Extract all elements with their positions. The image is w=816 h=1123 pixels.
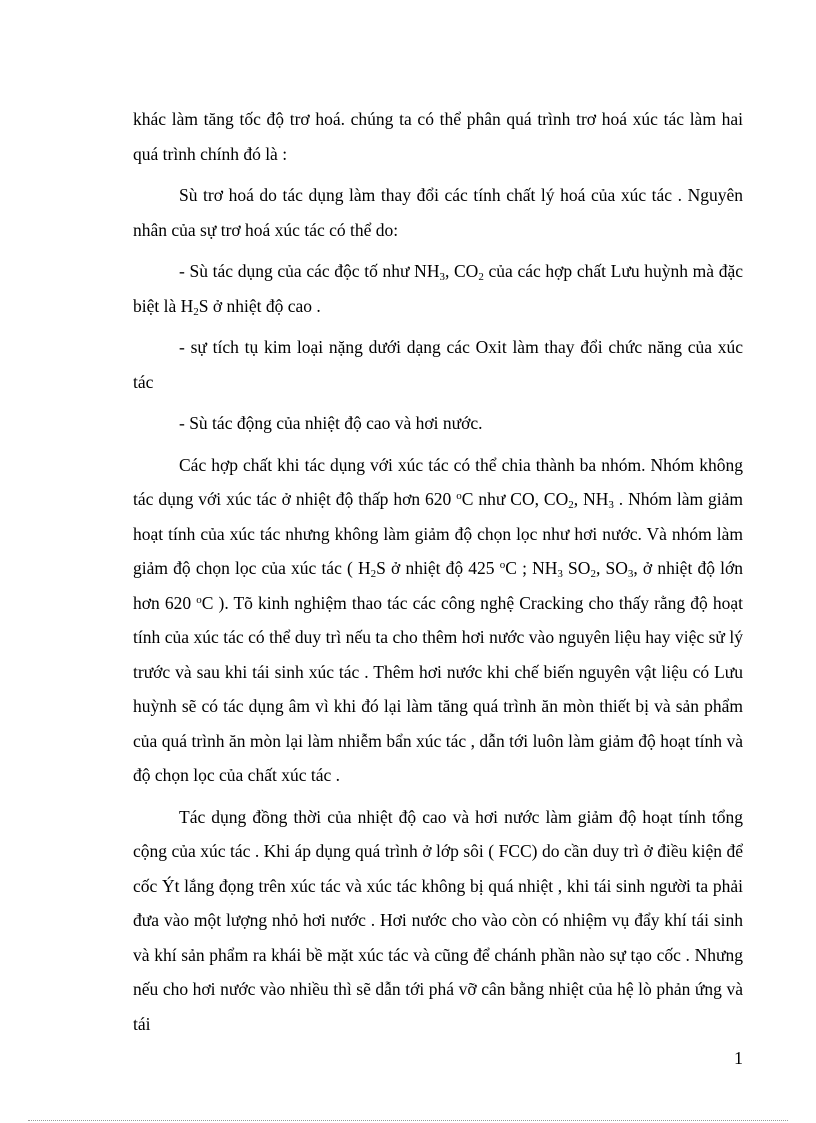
text-run: khác làm tăng tốc độ trơ hoá. chúng ta có thể phân quá trình trơ hoá xúc tác làm hai quá trình chính đó là :: [133, 109, 743, 164]
text-run: Tác dụng đồng thời của nhiệt độ cao và hơi nước làm giảm độ hoạt tính tổng cộng của xúc tác . Khi áp dụng quá trình ở lớp sôi ( FCC) do cần duy trì ở điều kiện để cốc Ýt lắng đọng trên xúc tác và xúc tác không bị quá nhiệt , khi tái sinh người ta phải đưa vào một lượng nhỏ hơi nước . Hơi nước cho vào còn có nhiệm vụ đẩy khí tái sinh và khí sản phẩm ra khái bề mặt xúc tác và cũng để chánh phần nào sự tạo cốc . Nhưng nếu cho hơi nước vào nhiều thì sẽ dẫn tới phá vỡ cân bằng nhiệt của hệ lò phản ứng và tái: [133, 806, 743, 1034]
page-number: 1: [734, 1048, 743, 1068]
paragraph: [133, 800, 743, 1042]
paragraph: [133, 448, 743, 793]
subscript: 2: [478, 271, 484, 283]
text-run: , ở nhiệt độ lớn hơn 620: [133, 558, 744, 613]
subscript: 3: [608, 499, 614, 511]
text-run: Sù trơ hoá do tác dụng làm thay đổi các tính chất lý hoá của xúc tác . Nguyên nhân của sự trơ hoá xúc tác có thể do:: [133, 185, 743, 240]
text-run: C ; NH: [505, 558, 558, 578]
subscript: 2: [193, 305, 199, 318]
paragraph: [133, 178, 743, 247]
text-run: C ). Tõ kinh nghiệm thao tác các công nghệ Cracking cho thấy rằng độ hoạt tính của xúc tác có thể duy trì nếu ta cho thêm hơi nước vào nguyên liệu hay việc sử lý trước và sau khi tái sinh xúc tác . Thêm hơi nước khi chế biến nguyên vật liệu có Lưu huỳnh sẽ có tác dụng âm vì khi đó lại làm tăng quá trình ăn mòn thiết bị và sản phẩm của quá trình ăn mòn lại làm nhiễm bẩn xúc tác , dẫn tới luôn làm giảm độ hoạt tính và độ chọn lọc của chất xúc tác .: [133, 592, 743, 785]
superscript: o: [196, 593, 202, 606]
page-bottom-border: [28, 1120, 788, 1121]
text-run: - sự tích tụ kim loại nặng dưới dạng các Oxit làm thay đổi chức năng của xúc tác: [133, 337, 743, 392]
superscript: o: [499, 559, 506, 571]
text-run: , SO: [595, 558, 628, 578]
text-run: SO: [562, 558, 591, 578]
subscript: 2: [590, 568, 596, 580]
text-run: . Nhóm làm giảm hoạt tính của xúc tác nhưng không làm giảm độ chọn lọc như hơi nước. Và nhóm làm giảm độ chọn lọc của xúc tác ( H: [133, 489, 744, 578]
paragraph: [133, 254, 743, 323]
text-run: của các hợp chất Lưu huỳnh mà đặc biệt là H: [133, 261, 744, 316]
subscript: 3: [557, 568, 563, 580]
subscript: 3: [627, 568, 634, 580]
text-run: - Sù tác động của nhiệt độ cao và hơi nước.: [179, 413, 483, 433]
superscript: o: [456, 490, 462, 502]
subscript: 2: [568, 499, 574, 511]
text-run: , CO: [444, 261, 479, 281]
text-run: - Sù tác dụng của các độc tố như NH: [179, 261, 440, 281]
body-text: [133, 102, 743, 1048]
text-run: S ở nhiệt độ cao .: [198, 295, 321, 316]
paragraph: [133, 102, 743, 171]
text-run: , NH: [573, 489, 609, 509]
paragraph: [133, 330, 743, 399]
text-run: Các hợp chất khi tác dụng với xúc tác có thể chia thành ba nhóm. Nhóm không tác dụng với xúc tác ở nhiệt độ thấp hơn 620: [133, 454, 743, 509]
text-run: C như CO, CO: [461, 489, 569, 509]
text-run: S ở nhiệt độ 425: [376, 558, 500, 578]
paragraph: [133, 406, 743, 441]
subscript: 3: [439, 271, 445, 283]
subscript: 2: [370, 568, 377, 580]
